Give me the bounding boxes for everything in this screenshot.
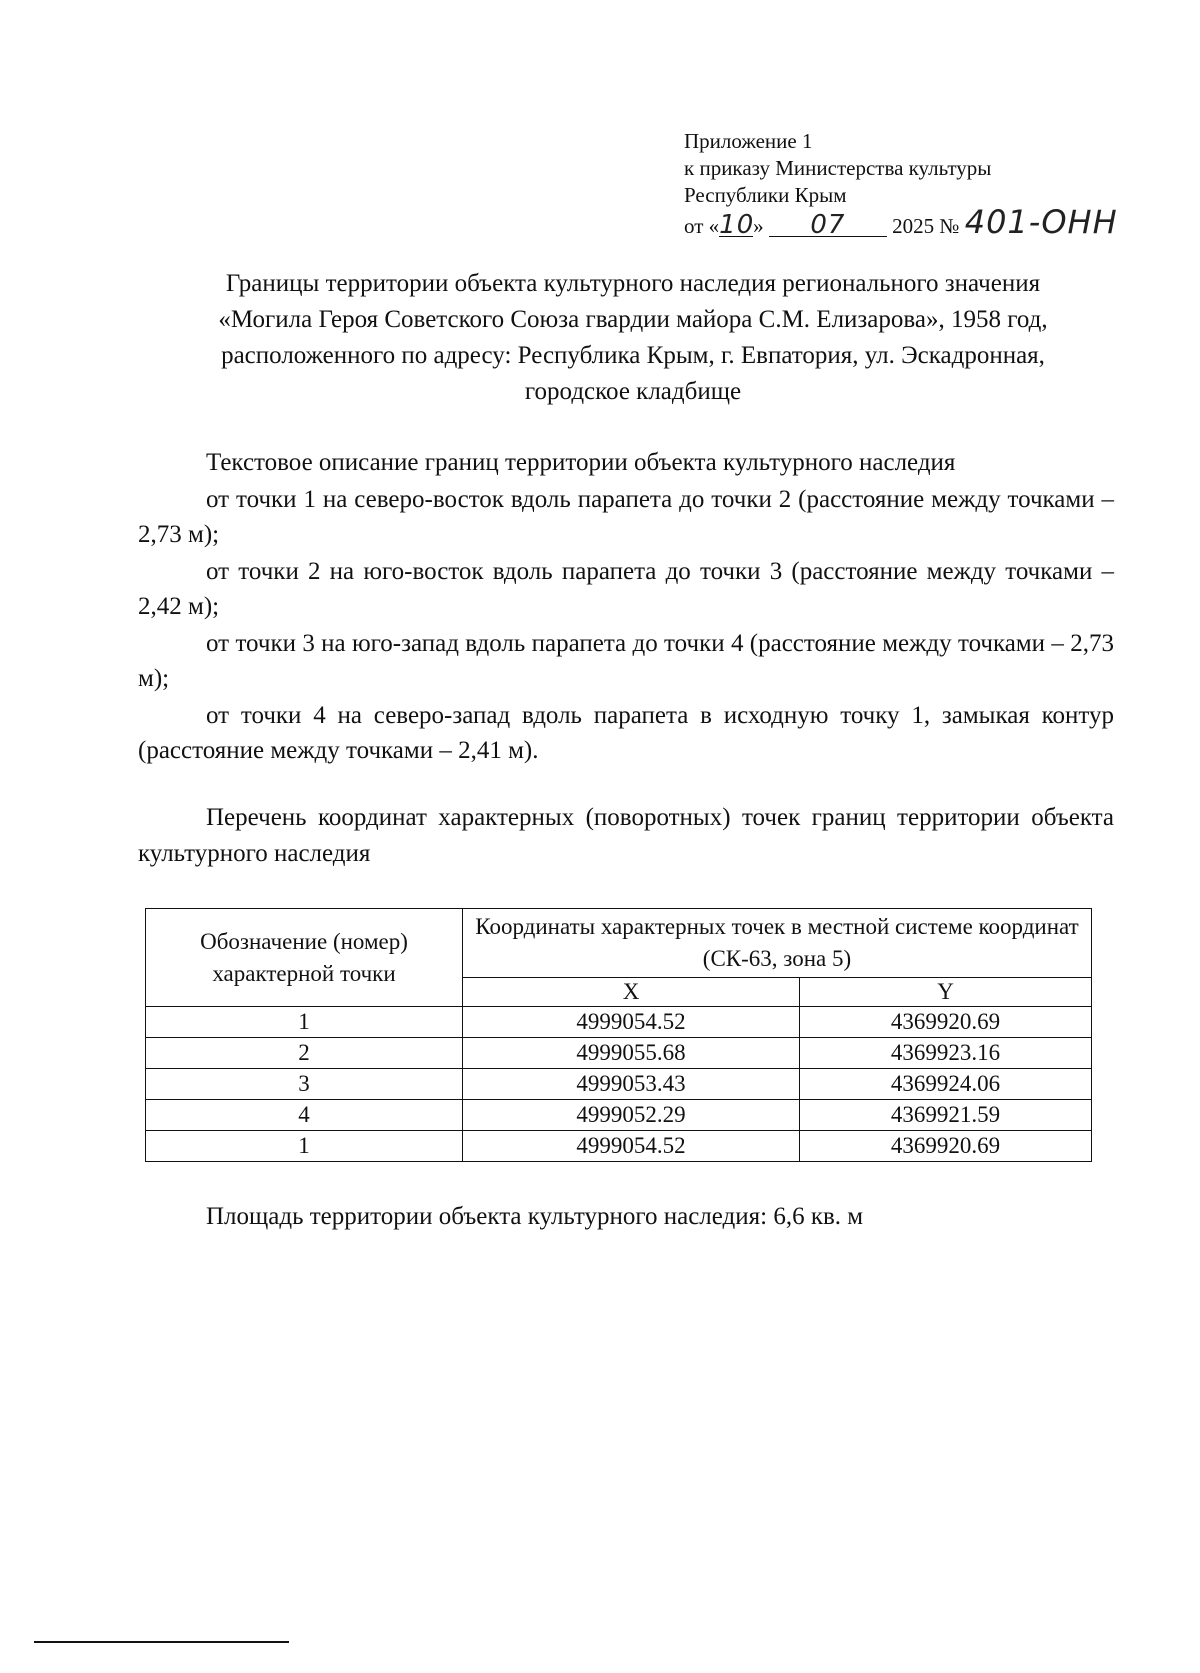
order-date-line <box>684 203 1164 241</box>
point-cell: 1 <box>146 1131 463 1162</box>
table-row <box>146 1038 1092 1069</box>
point-cell: 4 <box>146 1100 463 1131</box>
x-cell: 4999054.52 <box>463 1007 800 1038</box>
description-item: от точки 4 на северо-запад вдоль парапета в исходную точку 1, замыкая контур (расстояние между точками – 2,41 м). <box>138 702 1114 764</box>
date-prefix: от « <box>684 214 720 238</box>
table-row <box>146 1069 1092 1100</box>
title-line: Границы территории объекта культурного наследия регионального значения <box>225 270 1041 297</box>
footnote-divider <box>34 1641 289 1643</box>
y-cell: 4369921.59 <box>800 1100 1092 1131</box>
title-line: городское кладбище <box>524 378 742 405</box>
description-item: от точки 1 на северо-восток вдоль парапета до точки 2 (расстояние между точками – 2,73 м); <box>138 486 1114 548</box>
column-header-y: Y <box>800 978 1092 1007</box>
y-cell: 4369924.06 <box>800 1069 1092 1100</box>
table-row <box>146 1007 1092 1038</box>
point-cell: 1 <box>146 1007 463 1038</box>
attachment-line: Республики Крым <box>684 183 847 207</box>
table-row <box>146 1131 1092 1162</box>
handwritten-day: 10 <box>719 210 755 240</box>
coordinates-heading: Перечень координат характерных (поворотных) точек границ территории объекта культурного наследия <box>138 804 1114 867</box>
handwritten-order-number: 401-ОНН <box>964 203 1118 241</box>
column-header-point: Обозначение (номер) характерной точки <box>146 909 463 1007</box>
y-cell: 4369920.69 <box>800 1131 1092 1162</box>
title-line: расположенного по адресу: Республика Крым, г. Евпатория, ул. Эскадронная, <box>221 342 1045 369</box>
attachment-block <box>684 128 1164 240</box>
y-cell: 4369920.69 <box>800 1007 1092 1038</box>
point-cell: 2 <box>146 1038 463 1069</box>
y-cell: 4369923.16 <box>800 1038 1092 1069</box>
handwritten-month: 07 <box>769 214 887 237</box>
date-separator: » <box>753 214 764 238</box>
order-year: 2025 № <box>892 214 960 238</box>
attachment-line: Приложение 1 <box>684 129 813 153</box>
x-cell: 4999053.43 <box>463 1069 800 1100</box>
x-cell: 4999052.29 <box>463 1100 800 1131</box>
title-line: «Могила Героя Советского Союза гвардии майора С.М. Елизарова», 1958 год, <box>218 306 1048 333</box>
column-header-coordinates: Координаты характерных точек в местной системе координат (СК-63, зона 5) <box>463 909 1092 978</box>
x-cell: 4999055.68 <box>463 1038 800 1069</box>
table-row <box>146 1100 1092 1131</box>
description-item: от точки 3 на юго-запад вдоль парапета до точки 4 (расстояние между точками – 2,73 м); <box>138 630 1114 692</box>
area-statement: Площадь территории объекта культурного наследия: 6,6 кв. м <box>206 1203 864 1230</box>
description-heading: Текстовое описание границ территории объекта культурного наследия <box>206 449 956 476</box>
description-item: от точки 2 на юго-восток вдоль парапета до точки 3 (расстояние между точками – 2,42 м); <box>138 558 1114 620</box>
column-header-x: X <box>463 978 800 1007</box>
coordinates-table <box>145 908 1092 1162</box>
document-title <box>138 266 1128 410</box>
boundary-description <box>138 445 1114 770</box>
x-cell: 4999054.52 <box>463 1131 800 1162</box>
point-cell: 3 <box>146 1069 463 1100</box>
attachment-line: к приказу Министерства культуры <box>684 156 992 180</box>
